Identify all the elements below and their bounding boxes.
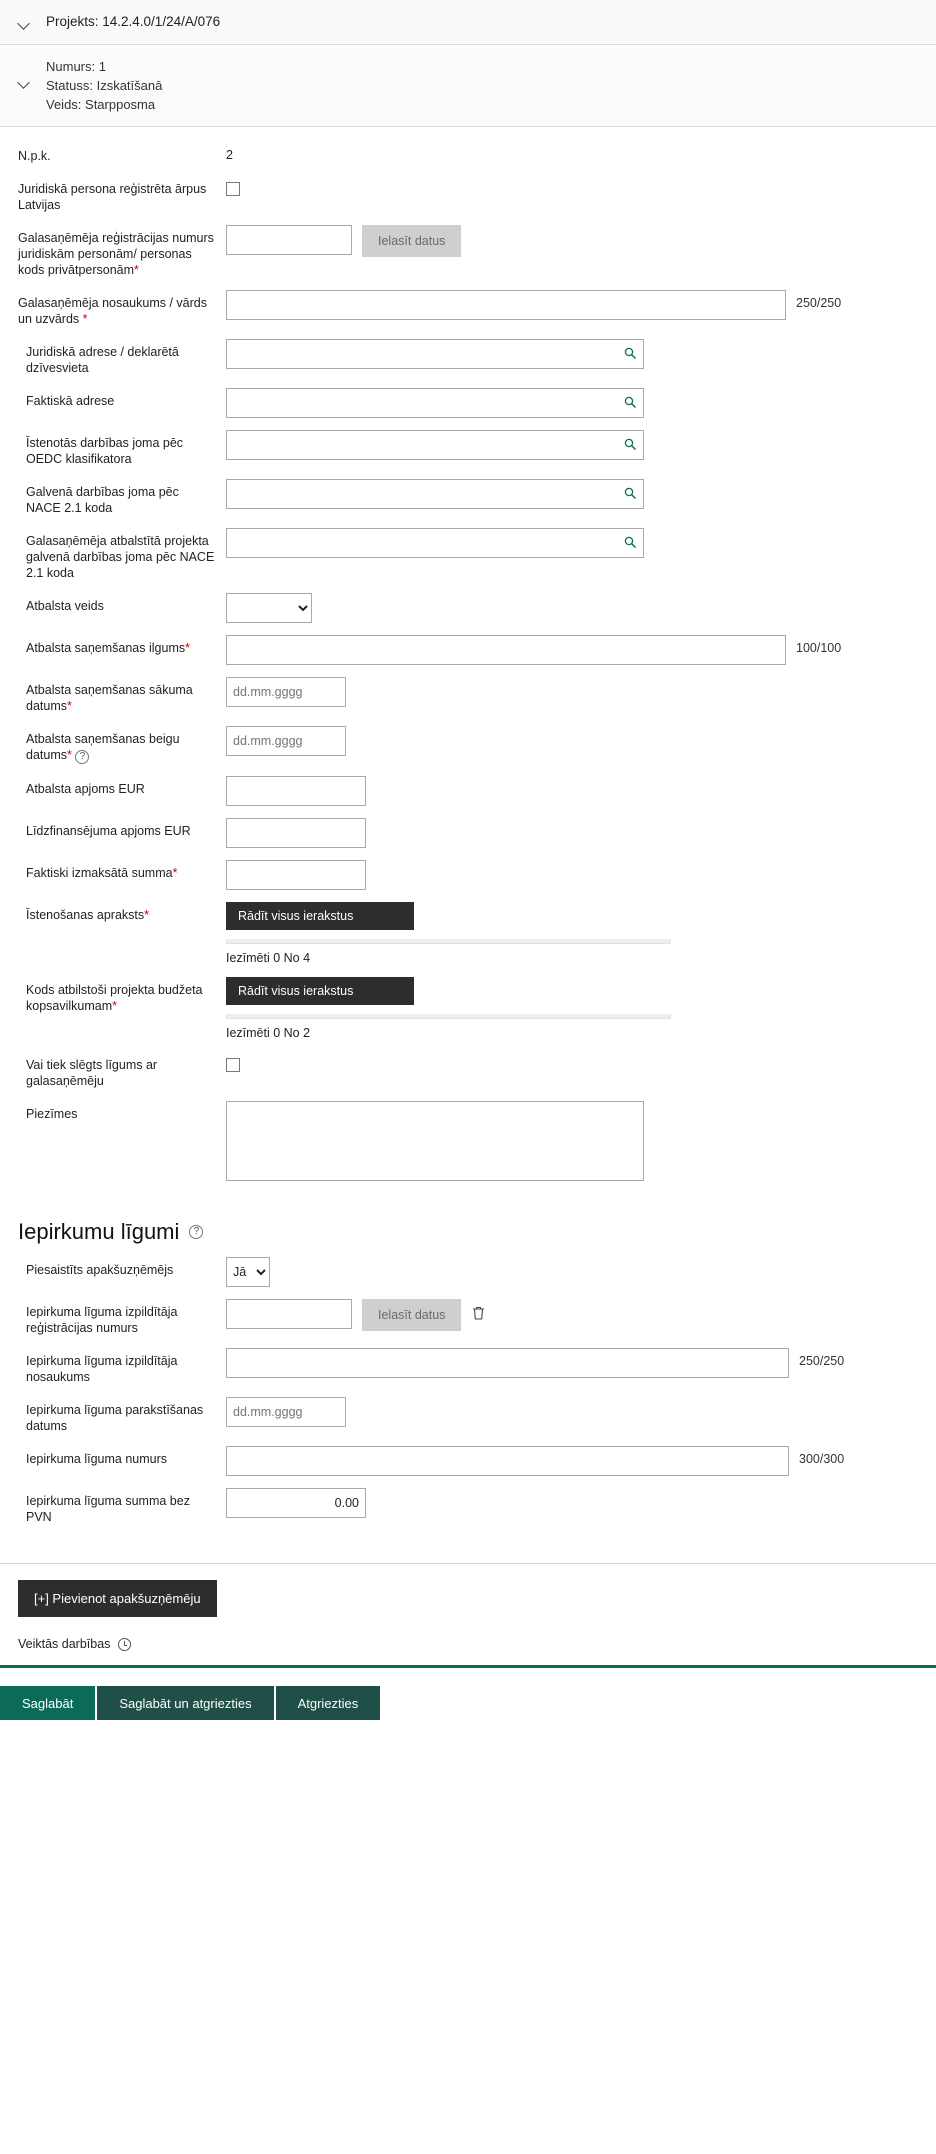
activities-label: Veiktās darbības	[18, 1637, 111, 1651]
record-header-lines	[46, 59, 162, 112]
info-icon[interactable]: ?	[189, 1225, 203, 1239]
row-npk	[0, 143, 936, 164]
legal-outside-lv-checkbox[interactable]	[226, 182, 240, 196]
contract-nr-label: Iepirkuma līguma numurs	[26, 1452, 168, 1466]
budget-code-multiselect	[226, 977, 671, 1040]
row-oecd	[0, 430, 936, 467]
row-contract-sum	[0, 1488, 936, 1525]
implementation-desc-scrollbar[interactable]	[226, 939, 671, 944]
record-number: Numurs: 1	[46, 59, 106, 74]
implementation-desc-show-all-button[interactable]: Rādīt visus ierakstus	[226, 902, 414, 930]
budget-code-label: Kods atbilstoši projekta budžeta kopsavilkumam*	[26, 983, 203, 1013]
contract-nr-counter: 300/300	[799, 1452, 845, 1466]
required-asterisk: *	[67, 748, 72, 762]
subcontractor-label: Piesaistīts apakšuzņēmējs	[26, 1263, 174, 1277]
recipient-name-input[interactable]	[226, 290, 786, 320]
support-amount-input[interactable]	[226, 776, 366, 806]
notes-textarea[interactable]	[226, 1101, 644, 1181]
footer-actions	[0, 1668, 936, 1720]
required-asterisk: *	[82, 312, 88, 326]
cofinance-amount-label: Līdzfinansējuma apjoms EUR	[26, 824, 191, 838]
row-subcontractor	[0, 1257, 936, 1287]
oecd-label: Īstenotās darbības joma pēc OEDC klasifikatora	[26, 436, 184, 466]
chevron-down-icon[interactable]	[18, 16, 32, 30]
executor-name-label: Iepirkuma līguma izpildītāja nosaukums	[26, 1354, 178, 1384]
row-nace-main	[0, 479, 936, 516]
paid-amount-label: Faktiski izmaksātā summa*	[26, 866, 178, 880]
nace-main-input[interactable]	[226, 479, 644, 509]
support-end-label: Atbalsta saņemšanas beigu datums* ?	[26, 732, 180, 762]
trash-icon[interactable]	[471, 1305, 486, 1321]
support-duration-input[interactable]	[226, 635, 786, 665]
recipient-reg-nr-label: Galasaņēmēja reģistrācijas numurs juridiskām personām/ personas kods privātpersonām*	[18, 231, 214, 277]
load-data-button[interactable]: Ielasīt datus	[362, 225, 461, 257]
row-contract-nr	[0, 1446, 936, 1476]
implementation-desc-label: Īstenošanas apraksts*	[26, 908, 149, 922]
activities-section[interactable]	[0, 1631, 936, 1668]
npk-label: N.p.k.	[18, 149, 51, 163]
procurement-title: Iepirkumu līgumi	[18, 1219, 180, 1244]
support-duration-label: Atbalsta saņemšanas ilgums*	[26, 641, 190, 655]
save-button[interactable]: Saglabāt	[0, 1686, 95, 1720]
recipient-name-counter: 250/250	[796, 296, 842, 310]
signing-date-input[interactable]	[226, 1397, 346, 1427]
recipient-reg-nr-input[interactable]	[226, 225, 352, 255]
executor-reg-nr-input[interactable]	[226, 1299, 352, 1329]
row-support-duration	[0, 635, 936, 665]
add-subcontractor-row	[0, 1564, 936, 1631]
budget-code-scrollbar[interactable]	[226, 1014, 671, 1019]
row-executor-reg-nr	[0, 1299, 936, 1336]
row-implementation-desc	[0, 902, 936, 965]
required-asterisk: *	[112, 999, 118, 1013]
contract-concluded-label: Vai tiek slēgts līgums ar galasaņēmēju	[26, 1058, 158, 1088]
row-executor-name	[0, 1348, 936, 1385]
support-type-label: Atbalsta veids	[26, 599, 104, 613]
support-end-date-input[interactable]	[226, 726, 346, 756]
implementation-desc-multiselect	[226, 902, 671, 965]
support-start-label: Atbalsta saņemšanas sākuma datums*	[26, 683, 193, 713]
paid-amount-input[interactable]	[226, 860, 366, 890]
support-type-select[interactable]	[226, 593, 312, 623]
subcontractor-select[interactable]	[226, 1257, 270, 1287]
row-cofinance-amount	[0, 818, 936, 848]
recipient-name-label: Galasaņēmēja nosaukums / vārds un uzvārds *	[18, 296, 207, 326]
legal-address-field	[226, 339, 644, 369]
row-paid-amount	[0, 860, 936, 890]
required-asterisk: *	[172, 866, 178, 880]
nace-project-field	[226, 528, 644, 558]
support-amount-label: Atbalsta apjoms EUR	[26, 782, 145, 796]
budget-code-show-all-button[interactable]: Rādīt visus ierakstus	[226, 977, 414, 1005]
row-actual-address	[0, 388, 936, 418]
row-support-type	[0, 593, 936, 623]
cofinance-amount-input[interactable]	[226, 818, 366, 848]
info-icon[interactable]: ?	[75, 750, 89, 764]
row-recipient-name	[0, 290, 936, 327]
support-duration-counter: 100/100	[796, 641, 842, 655]
row-contract-concluded	[0, 1052, 936, 1089]
nace-project-input[interactable]	[226, 528, 644, 558]
project-header-label: Projekts: 14.2.4.0/1/24/A/076	[46, 14, 221, 29]
notes-label: Piezīmes	[26, 1107, 78, 1121]
executor-name-counter: 250/250	[799, 1354, 845, 1368]
record-status: Statuss: Izskatīšanā	[46, 78, 163, 93]
actual-address-field	[226, 388, 644, 418]
row-budget-code	[0, 977, 936, 1040]
row-legal-outside-lv	[0, 176, 936, 213]
required-asterisk: *	[144, 908, 149, 922]
contract-sum-label: Iepirkuma līguma summa bez PVN	[26, 1494, 190, 1524]
row-recipient-reg-nr	[0, 225, 936, 278]
row-support-amount	[0, 776, 936, 806]
support-start-date-input[interactable]	[226, 677, 346, 707]
record-type: Veids: Starpposma	[46, 97, 156, 112]
budget-code-selection-note: Iezīmēti 0 No 2	[226, 1026, 311, 1040]
actual-address-input[interactable]	[226, 388, 644, 418]
nace-project-label: Galasaņēmēja atbalstītā projekta galvenā darbības joma pēc NACE 2.1 koda	[26, 534, 215, 580]
row-nace-project	[0, 528, 936, 581]
row-support-start	[0, 677, 936, 714]
required-asterisk: *	[67, 699, 72, 713]
nace-main-field	[226, 479, 644, 509]
add-subcontractor-button[interactable]: [+] Pievienot apakšuzņēmēju	[18, 1580, 217, 1617]
procurement-form	[0, 1251, 936, 1547]
procurement-section-header	[0, 1203, 936, 1251]
clock-icon	[118, 1638, 131, 1651]
return-button[interactable]: Atgriezties	[276, 1686, 381, 1720]
record-header-bar[interactable]	[0, 45, 936, 127]
oecd-input[interactable]	[226, 430, 644, 460]
legal-address-label: Juridiskā adrese / deklarētā dzīvesvieta	[26, 345, 179, 375]
required-asterisk: *	[185, 641, 190, 655]
legal-address-input[interactable]	[226, 339, 644, 369]
procurement-load-data-button[interactable]: Ielasīt datus	[362, 1299, 461, 1331]
save-and-return-button[interactable]: Saglabāt un atgriezties	[97, 1686, 273, 1720]
required-asterisk: *	[134, 263, 139, 277]
nace-main-label: Galvenā darbības joma pēc NACE 2.1 koda	[26, 485, 179, 515]
legal-outside-lv-label: Juridiskā persona reģistrēta ārpus Latvijas	[18, 182, 207, 212]
contract-sum-input[interactable]	[226, 1488, 366, 1518]
oecd-field	[226, 430, 644, 460]
actual-address-label: Faktiskā adrese	[26, 394, 115, 408]
main-form	[0, 127, 936, 1203]
executor-name-input[interactable]	[226, 1348, 789, 1378]
row-support-end	[0, 726, 936, 764]
row-notes	[0, 1101, 936, 1181]
npk-value: 2	[226, 148, 233, 162]
project-header-bar[interactable]	[0, 0, 936, 45]
row-legal-address	[0, 339, 936, 376]
implementation-desc-selection-note: Iezīmēti 0 No 4	[226, 951, 311, 965]
chevron-down-icon[interactable]	[18, 75, 32, 89]
signing-date-label: Iepirkuma līguma parakstīšanas datums	[26, 1403, 204, 1433]
row-signing-date	[0, 1397, 936, 1434]
contract-nr-input[interactable]	[226, 1446, 789, 1476]
executor-reg-nr-label: Iepirkuma līguma izpildītāja reģistrācijas numurs	[26, 1305, 178, 1335]
contract-concluded-checkbox[interactable]	[226, 1058, 240, 1072]
